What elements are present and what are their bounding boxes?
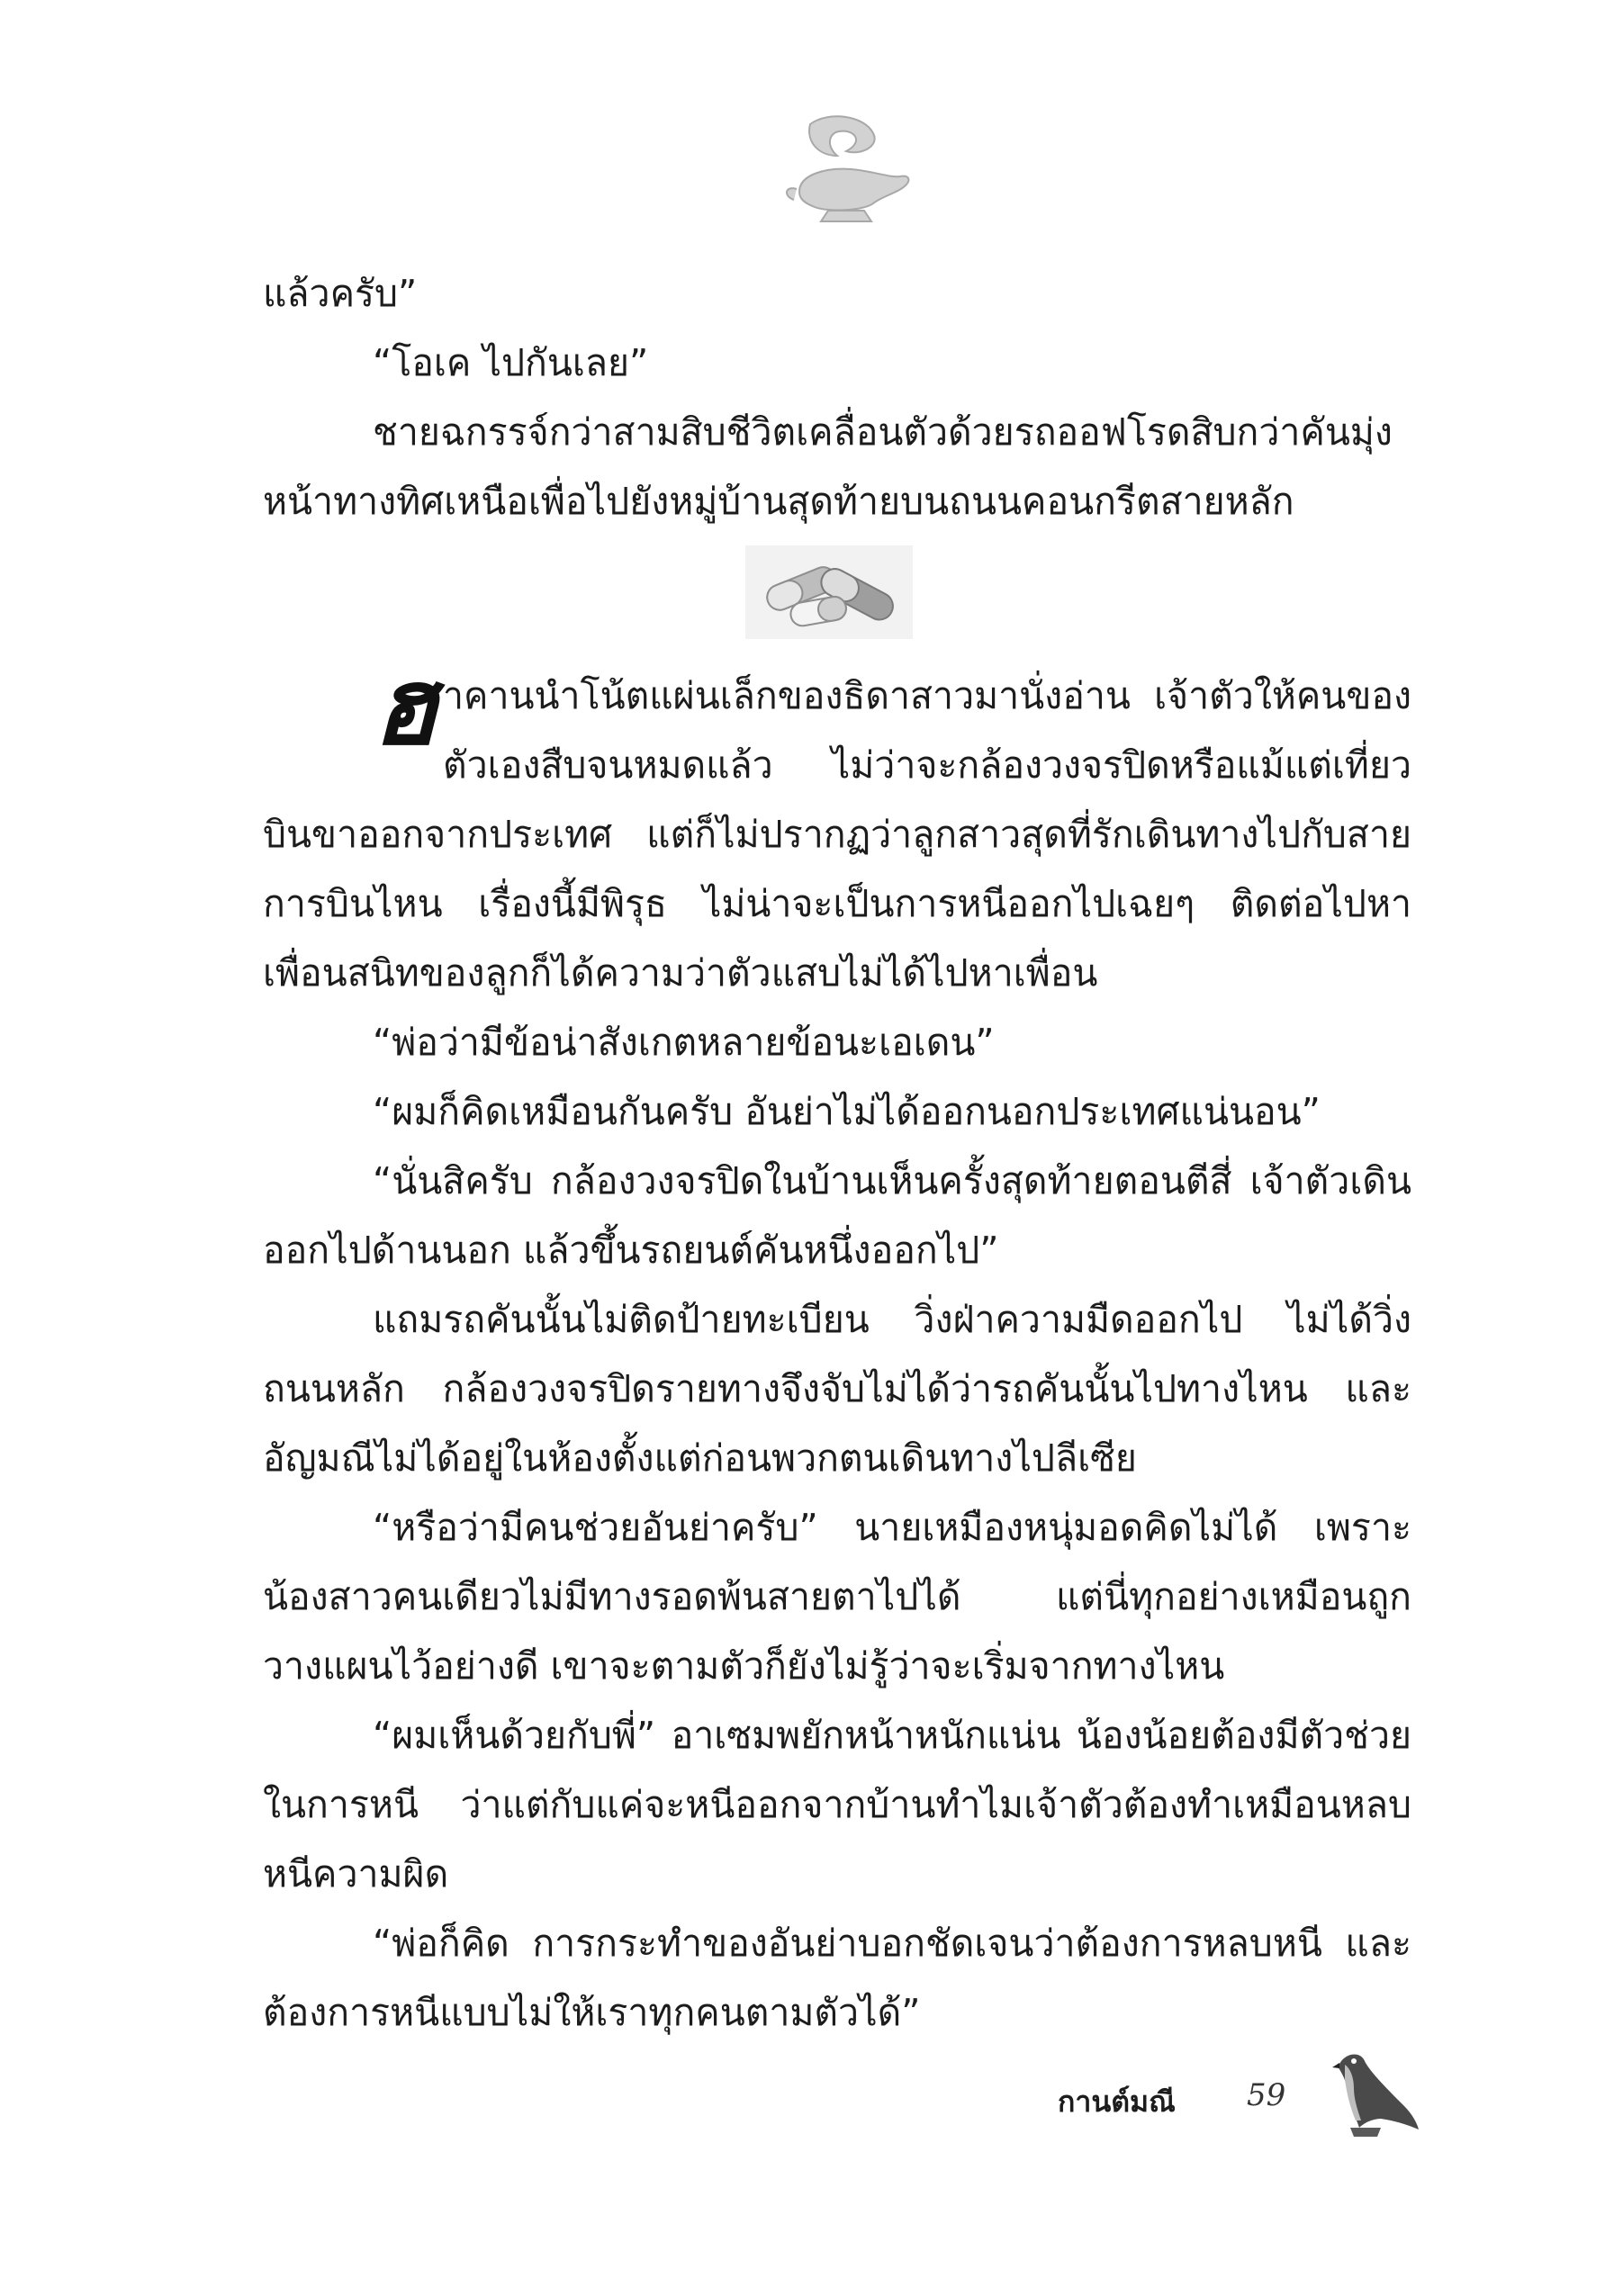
capsules-icon [738,538,918,644]
paragraph: “พ่อว่ามีข้อน่าสังเกตหลายข้อนะเอเดน” [373,1021,995,1064]
paragraph: “ผมก็คิดเหมือนกันครับ อันย่าไม่ได้ออกนอกประเทศแน่นอน” [373,1090,1321,1133]
genie-lamp-icon [774,106,918,232]
paragraph: “พ่อก็คิด การกระทำของอันย่าบอกชัดเจนว่าต้องการหลบหนี และต้องการหนีแบบไม่ให้เราทุกคนตามตัวได้” [263,1922,1411,2034]
paragraph: “โอเค ไปกันเลย” [373,341,649,384]
page-footer [1017,2043,1422,2142]
book-title: กานต์มณี [1058,2084,1176,2119]
paragraph: แล้วครับ” [263,272,418,315]
paragraph: ชายฉกรรจ์กว่าสามสิบชีวิตเคลื่อนตัวด้วยรถออฟโรดสิบกว่าคันมุ่งหน้าทางทิศเหนือเพื่อไปยังหมู่บ้านสุดท้ายบนถนนคอนกรีตสายหลัก [263,410,1393,523]
section-opening [263,259,1411,536]
paragraph: “หรือว่ามีคนช่วยอันย่าครับ” นายเหมืองหนุ่มอดคิดไม่ได้ เพราะน้องสาวคนเดียวไม่มีทางรอดพ้นสายตาไปได้ แต่นี่ทุกอย่างเหมือนถูกวางแผนไว้อย่างดี เขาจะตามตัวก็ยังไม่รู้ว่าจะเริ่มจากทางไหน [263,1506,1411,1688]
paragraph: “ผมเห็นด้วยกับพี่” อาเซมพยักหน้าหนักแน่น น้องน้อยต้องมีตัวช่วยในการหนี ว่าแต่กับแค่จะหนีออกจากบ้านทำไมเจ้าตัวต้องทำเหมือนหลบหนีความผิด [263,1714,1411,1895]
first-paragraph-text: าคานนำโน้ตแผ่นเล็กของธิดาสาวมานั่งอ่าน เจ้าตัวให้คนของตัวเองสืบจนหมดแล้ว ไม่ว่าจะกล้องวงจรปิดหรือแม้แต่เที่ยวบินขาออกจากประเทศ แต่ก็ไม่ปรากฏว่าลูกสาวสุดที่รักเดินทางไปกับสายการบินไหน เรื่องนี้มีพิรุธ ไม่น่าจะเป็นการหนีออกไปเฉยๆ ติดต่อไปหาเพื่อนสนิทของลูกก็ได้ความว่าตัวแสบไม่ได้ไปหาเพื่อน [263,674,1411,995]
first-paragraph [263,644,1411,1008]
paragraph: แถมรถคันนั้นไม่ติดป้ายทะเบียน วิ่งฝ่าความมืดออกไป ไม่ได้วิ่งถนนหลัก กล้องวงจรปิดรายทางจึงจับไม่ได้ว่ารถคันนั้นไปทางไหน และอัญมณีไม่ได้อยู่ในห้องตั้งแต่ก่อนพวกตนเดินทางไปลีเซีย [263,1298,1411,1480]
section-main [263,644,1411,2048]
page-number: 59 [1247,2077,1286,2113]
paragraph: “นั่นสิครับ กล้องวงจรปิดในบ้านเห็นครั้งสุดท้ายตอนตีสี่ เจ้าตัวเดินออกไปด้านนอก แล้วขึ้นรถยนต์คันหนึ่งออกไป” [263,1159,1411,1272]
drop-cap: ฮ [373,644,438,769]
falcon-icon [1305,2043,1422,2147]
